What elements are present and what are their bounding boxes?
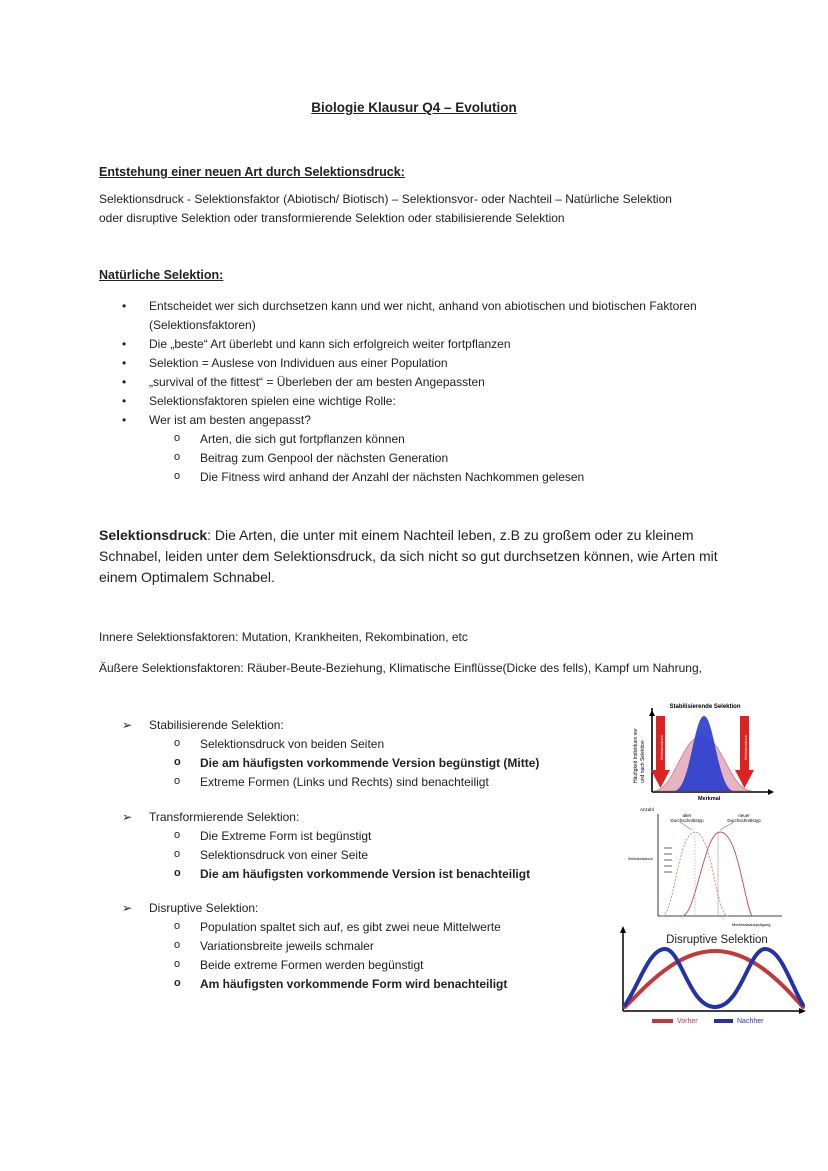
selektionsdruck-term: Selektionsdruck: [99, 527, 208, 543]
section-heading-entstehung: Entstehung einer neuen Art durch Selektionsdruck:: [99, 165, 405, 179]
x-axis-label: Merkmal: [698, 796, 721, 802]
y-axis-label: Häufigkeit Individuen vor: [633, 728, 639, 783]
pointer-line: [720, 822, 734, 830]
selection-pressure-arrows: [664, 848, 672, 872]
figure-title: Stabilisierende Selektion: [669, 704, 741, 710]
new-mean-label: neuer: [738, 813, 750, 818]
sub-list-item: o Am häufigsten vorkommende Form wird benachteiligt: [99, 975, 599, 994]
y-axis-arrow: [620, 926, 626, 933]
selektion-type-stabilisierend: [99, 716, 599, 792]
list-item: • Die „beste“ Art überlebt und kann sich erfolgreich weiter fortpflanzen: [99, 335, 799, 354]
sub-list-item: o Arten, die sich gut fortpflanzen können: [99, 430, 799, 449]
list-item: • „survival of the fittest“ = Überleben der am besten Angepassten: [99, 373, 799, 392]
list-item: • Entscheidet wer sich durchsetzen kann und wer nicht, anhand von abiotischen und biotischen Faktoren (Selektionsfaktoren): [99, 297, 799, 335]
sub-list-item: o Die Extreme Form ist begünstigt: [99, 827, 599, 846]
x-axis-arrow: [768, 789, 774, 795]
figure-disruptive-selektion: [617, 925, 807, 1028]
figure-stabilisierende-selektion: [612, 698, 776, 802]
selektion-type-disruptiv: [99, 899, 599, 994]
sub-list-item: o Selektionsdruck von einer Seite: [99, 846, 599, 865]
selektionsdruck-paragraph: Selektionsdruck: Die Arten, die unter mit einem Nachteil leben, z.B zu großem oder zu kleinem Schnabel, leiden unter dem Selektionsdruck, da sich nicht so gut durchsetzen können, wie Arten mit einem Optimalem Schnabel.: [99, 527, 718, 585]
sub-list-item: o Beitrag zum Genpool der nächsten Generation: [99, 449, 799, 468]
selektion-type-name: ➢ Disruptive Selektion:: [99, 899, 599, 918]
section-heading-natuerliche-selektion: Natürliche Selektion:: [99, 268, 224, 282]
list-item: • Selektionsfaktoren spielen eine wichtige Rolle:: [99, 392, 799, 411]
old-mean-label: Durchschnittstyp: [670, 818, 704, 823]
y-axis-label: Anzahl: [640, 807, 654, 812]
sub-list-item: o Die am häufigsten vorkommende Version ist benachteiligt: [99, 865, 599, 884]
curve-after: [682, 832, 752, 916]
text-line: Selektionsdruck - Selektionsfaktor (Abiotisch/ Biotisch) – Selektionsvor- oder Nachteil – Natürliche Selektion: [99, 192, 672, 206]
sub-list-item: o Extreme Formen (Links und Rechts) sind benachteiligt: [99, 773, 599, 792]
text-line: oder disruptive Selektion oder transformierende Selektion oder stabilisierende Selektion: [99, 211, 565, 225]
figure-transformierende-selektion: [622, 802, 787, 930]
selektion-type-name: ➢ Transformierende Selektion:: [99, 808, 599, 827]
selektion-type-name: ➢ Stabilisierende Selektion:: [99, 716, 599, 735]
sub-list-item: o Die Fitness wird anhand der Anzahl der nächsten Nachkommen gelesen: [99, 468, 799, 487]
sub-list-item: o Beide extreme Formen werden begünstigt: [99, 956, 599, 975]
sub-list-item: o Die am häufigsten vorkommende Version begünstigt (Mitte): [99, 754, 599, 773]
old-mean-label: alter: [682, 813, 692, 818]
x-axis-label: Merkmalsausprägung: [732, 922, 771, 927]
section-entstehung-text: [99, 190, 799, 228]
new-mean-label: Durchschnittstyp: [727, 818, 761, 823]
arrow-label: Selektionsdruck: [660, 735, 664, 760]
sub-list-item: o Selektionsdruck von beiden Seiten: [99, 735, 599, 754]
innere-faktoren: Innere Selektionsfaktoren: Mutation, Krankheiten, Rekombination, etc: [99, 630, 468, 644]
list-item: • Selektion = Auslese von Individuen aus einer Population: [99, 354, 799, 373]
bullet-list-natuerliche-selektion: [99, 297, 799, 487]
sub-list-item: o Population spaltet sich auf, es gibt zwei neue Mittelwerte: [99, 918, 599, 937]
aeussere-faktoren: Äußere Selektionsfaktoren: Räuber-Beute-Beziehung, Klimatische Einflüsse(Dicke des fells), Kampf um Nahrung,: [99, 661, 702, 675]
figure-title: Disruptive Selektion: [666, 934, 768, 946]
page-title: Biologie Klausur Q4 – Evolution: [311, 100, 517, 115]
pointer-line: [680, 822, 692, 830]
sub-list-item: o Variationsbreite jeweils schmaler: [99, 937, 599, 956]
legend-label-before: Vorher: [677, 1018, 698, 1025]
selektion-type-transformierend: [99, 808, 599, 884]
selection-pressure-label: Selektionsdruck: [628, 857, 653, 861]
legend-label-after: Nachher: [737, 1018, 764, 1025]
y-axis-arrow: [649, 710, 655, 716]
arrow-label: Selektionsdruck: [744, 735, 748, 760]
y-axis-label: und nach Selektion: [640, 740, 646, 783]
list-item: • Wer ist am besten angepasst?: [99, 411, 799, 430]
